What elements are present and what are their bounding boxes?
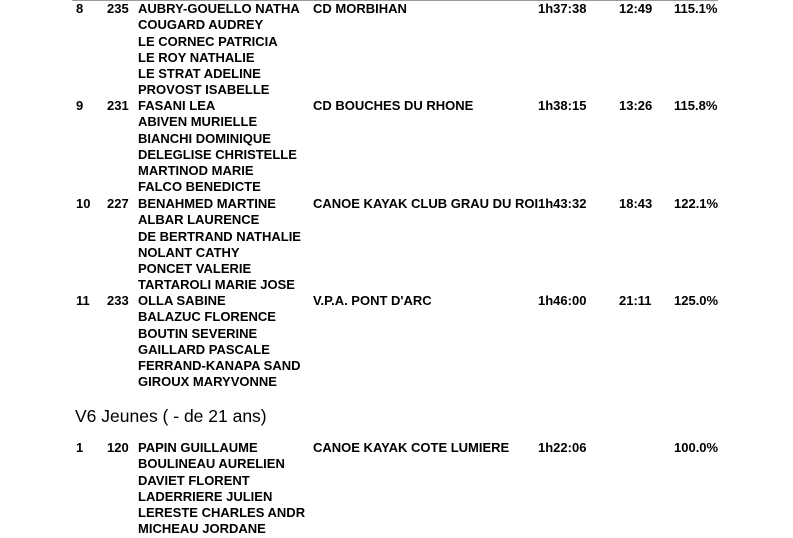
crew-member: DELEGLISE CHRISTELLE [138,146,297,162]
rank: 11 [76,293,90,308]
crew-member: PONCET VALERIE [138,261,252,277]
percentage: 100.0% [674,440,719,455]
crew-member: PAPIN GUILLAUME [138,440,258,455]
bib-number: 120 [107,440,129,455]
rank: 10 [76,196,91,211]
bib-number: 235 [107,1,129,16]
crew-member: BENAHMED MARTINE [138,196,276,211]
crew-names [138,293,301,391]
rank: 1 [76,440,84,455]
finish-time: 1h46:00 [538,293,587,308]
bib-number: 227 [107,196,129,211]
crew-member: MICHEAU JORDANE [138,521,266,537]
time-gap: 18:43 [619,196,653,211]
finish-time: 1h43:32 [538,196,587,211]
crew-member: LE CORNEC PATRICIA [138,33,278,49]
crew-member: FERRAND-KANAPA SAND [138,358,301,374]
rank: 9 [76,98,84,113]
crew-member: BOUTIN SEVERINE [138,325,258,341]
bib-number: 233 [107,293,129,308]
finish-time: 1h38:15 [538,98,587,113]
crew-member: DAVIET FLORENT [138,472,250,488]
time-gap: 21:11 [619,293,652,308]
crew-member: BOULINEAU AURELIEN [138,456,285,472]
crew-member: FASANI LEA [138,98,216,113]
crew-member: GIROUX MARYVONNE [138,374,277,390]
crew-member: MARTINOD MARIE [138,163,254,179]
rank: 8 [76,1,84,16]
crew-member: TARTAROLI MARIE JOSE [138,277,295,293]
time-gap: 12:49 [619,1,653,16]
bib-number: 231 [107,98,129,113]
crew-member: GAILLARD PASCALE [138,341,270,357]
time-gap: 13:26 [619,98,653,113]
finish-time: 1h22:06 [538,440,587,455]
crew-member: OLLA SABINE [138,293,226,308]
crew-names [138,98,297,196]
crew-member: NOLANT CATHY [138,244,240,260]
crew-member: AUBRY-GOUELLO NATHA [138,1,300,16]
crew-member: BALAZUC FLORENCE [138,309,276,325]
crew-member: FALCO BENEDICTE [138,179,261,195]
crew-member: ABIVEN MURIELLE [138,114,258,130]
percentage: 115.1% [674,1,718,16]
club-name: CD BOUCHES DU RHONE [313,98,474,113]
section-heading: V6 Jeunes ( - de 21 ans) [75,406,267,426]
crew-names [138,440,305,538]
crew-member: LE STRAT ADELINE [138,66,261,82]
crew-member: PROVOST ISABELLE [138,82,270,98]
finish-time: 1h37:38 [538,1,587,16]
crew-member: BIANCHI DOMINIQUE [138,130,271,146]
crew-member: DE BERTRAND NATHALIE [138,228,301,244]
crew-member: ALBAR LAURENCE [138,212,260,228]
club-name: CANOE KAYAK CLUB GRAU DU ROI [313,196,539,211]
crew-member: COUGARD AUDREY [138,17,264,33]
crew-member: LERESTE CHARLES ANDR [138,505,306,521]
percentage: 122.1% [674,196,719,211]
percentage: 115.8% [674,98,718,113]
club-name: CANOE KAYAK COTE LUMIERE [313,440,510,455]
crew-names [138,1,300,99]
crew-member: LE ROY NATHALIE [138,49,255,65]
crew-member: LADERRIERE JULIEN [138,488,273,504]
club-name: V.P.A. PONT D'ARC [313,293,432,308]
club-name: CD MORBIHAN [313,1,407,16]
percentage: 125.0% [674,293,719,308]
crew-names [138,196,301,294]
